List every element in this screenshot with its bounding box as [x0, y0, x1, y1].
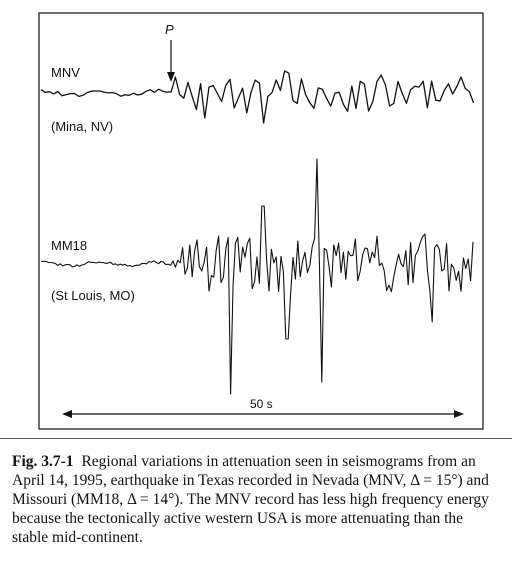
mm18-station-label: MM18 [51, 238, 88, 253]
figure-caption [12, 452, 500, 547]
p-arrival-arrow [167, 40, 175, 82]
mm18-seismogram-trace [41, 159, 473, 394]
scale-bar-label: 50 s [250, 397, 273, 411]
mnv-location-label: (Mina, NV) [51, 119, 114, 134]
p-arrival-label: P [165, 22, 174, 37]
caption-text: Regional variations in attenuation seen in seismograms from an April 14, 1995, earthquake in Texas recorded in Nevada (MNV, Δ = 15°) and Missouri (MM18, Δ = 14°). The MNV record has less high frequency energy because the tectonically active western USA is more attenuating than the stable mid-continent. [12, 453, 489, 546]
mnv-station-label: MNV [51, 65, 80, 80]
mnv-seismogram-trace [41, 71, 474, 123]
caption-divider [0, 438, 512, 439]
mm18-location-label: (St Louis, MO) [51, 288, 135, 303]
scale-bar [62, 410, 464, 418]
caption-figure-number: Fig. 3.7-1 [12, 453, 74, 470]
